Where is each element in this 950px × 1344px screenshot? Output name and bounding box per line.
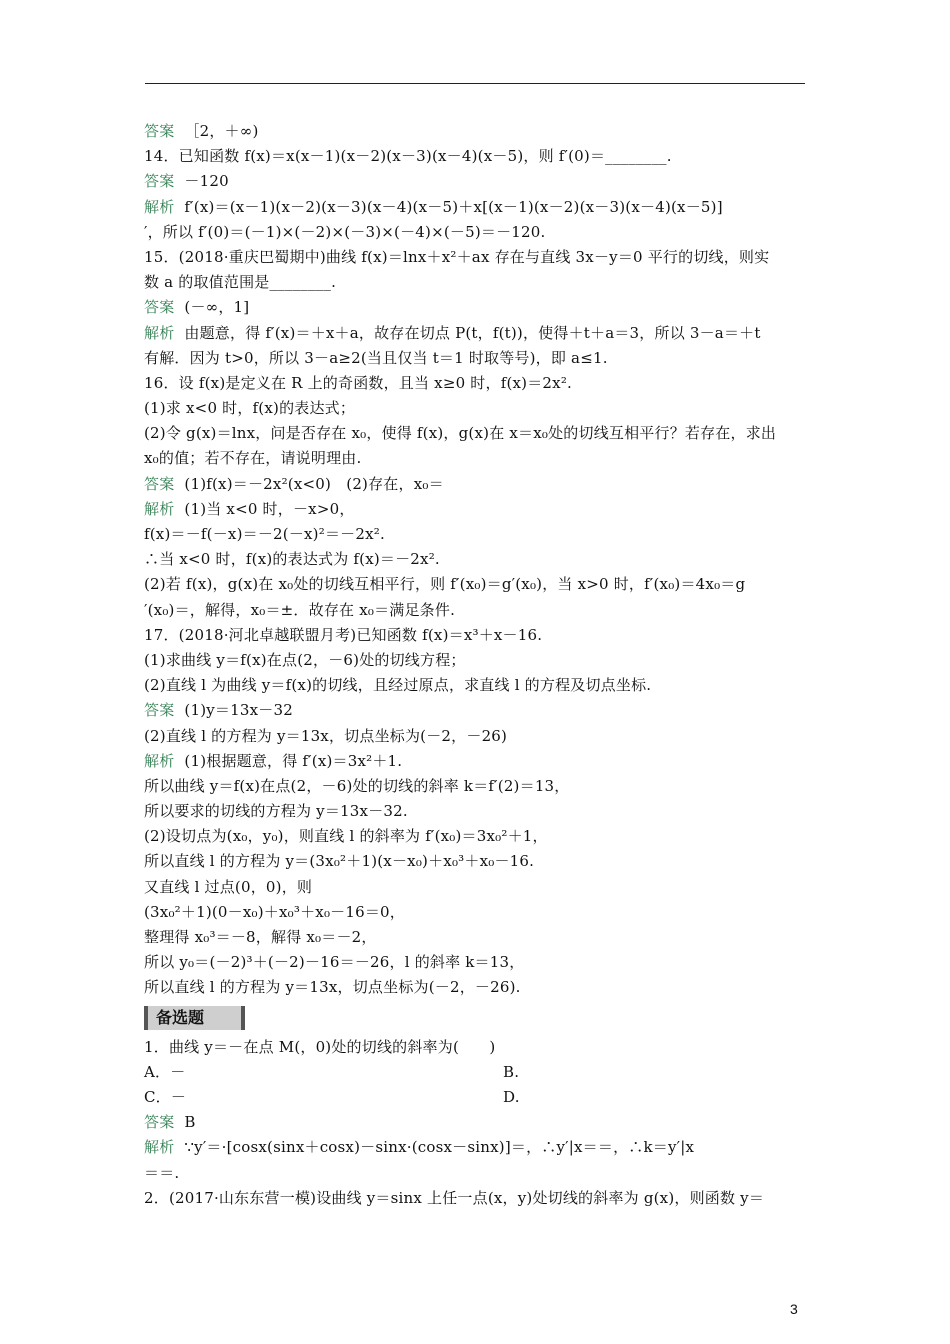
text-line	[144, 799, 812, 824]
text-line	[144, 245, 812, 270]
text-line	[144, 1060, 812, 1085]
text-line	[144, 446, 812, 471]
text-line	[144, 321, 812, 346]
text-line	[144, 698, 812, 723]
text-line	[144, 975, 812, 1000]
line-text: f′(x)＝(x－1)(x－2)(x－3)(x－4)(x－5)＋x[(x－1)(x－2)(x－3)(x－4)(x－5)]	[184, 197, 723, 216]
document-body	[144, 119, 812, 1211]
text-line	[144, 396, 812, 421]
line-text: B	[184, 1113, 196, 1132]
line-text: C．－	[144, 1087, 187, 1106]
text-line	[144, 749, 812, 774]
answer-label: 答案	[144, 298, 175, 317]
answer-label: 答案	[144, 1113, 175, 1132]
text-line	[144, 497, 812, 522]
line-text: (2)令 g(x)＝lnx，问是否存在 x₀，使得 f(x)，g(x)在 x＝x₀处的切线互相平行？若存在，求出	[144, 424, 777, 443]
text-line	[144, 472, 812, 497]
text-line	[144, 648, 812, 673]
text-line	[144, 522, 812, 547]
line-text: 有解．因为 t>0，所以 3－a≥2(当且仅当 t＝1 时取等号)，即 a≤1.	[144, 348, 608, 367]
answer-label: 解析	[144, 751, 175, 770]
text-line	[144, 950, 812, 975]
answer-label: 解析	[144, 197, 175, 216]
line-text: 所以曲线 y＝f(x)在点(2，－6)处的切线的斜率 k＝f′(2)＝13，	[144, 776, 570, 795]
text-line	[144, 598, 812, 623]
line-text: 所以直线 l 的方程为 y＝(3x₀²＋1)(x－x₀)＋x₀³＋x₀－16.	[144, 852, 535, 871]
line-text: ′(x₀)＝，解得，x₀＝±．故存在 x₀＝满足条件.	[144, 600, 456, 619]
text-line	[144, 144, 812, 169]
line-text: (2)直线 l 为曲线 y＝f(x)的切线，且经过原点，求直线 l 的方程及切点坐标.	[144, 676, 652, 695]
answer-label: 答案	[144, 122, 175, 140]
text-line	[144, 119, 812, 144]
text-line	[144, 1110, 812, 1135]
line-text: (1)根据题意，得 f′(x)＝3x²＋1.	[184, 751, 403, 770]
text-line	[144, 220, 812, 245]
answer-label: 解析	[144, 499, 175, 518]
line-text: ∴当 x<0 时，f(x)的表达式为 f(x)＝－2x².	[144, 550, 440, 569]
text-line	[144, 623, 812, 648]
line-text: 所以要求的切线的方程为 y＝13x－32.	[144, 802, 408, 821]
text-line	[144, 270, 812, 295]
line-text: ′，所以 f′(0)＝(－1)×(－2)×(－3)×(－4)×(－5)＝－120.	[144, 222, 546, 241]
answer-label: 答案	[144, 474, 175, 493]
line-text: (1)y＝13x－32	[184, 701, 293, 720]
option-right-column: D.	[503, 1087, 520, 1106]
text-line	[144, 925, 812, 950]
line-text: 2．(2017·山东东营一模)设曲线 y＝sinx 上任一点(x，y)处切线的斜率为 g(x)，则函数 y＝	[144, 1188, 765, 1207]
text-line	[144, 1161, 812, 1186]
answer-label: 答案	[144, 172, 175, 191]
section-title: 备选题	[144, 1006, 245, 1030]
text-line	[144, 572, 812, 597]
text-line	[144, 774, 812, 799]
text-line	[144, 900, 812, 925]
text-line	[144, 195, 812, 220]
text-line	[144, 1085, 812, 1110]
line-text: f(x)＝－f(－x)＝－2(－x)²＝－2x².	[144, 525, 385, 543]
line-text: (2)设切点为(x₀，y₀)，则直线 l 的斜率为 f′(x₀)＝3x₀²＋1，	[144, 827, 548, 846]
text-line	[144, 421, 812, 446]
text-line	[144, 371, 812, 396]
answer-label: 解析	[144, 323, 175, 342]
text-line	[144, 1135, 812, 1160]
line-text: 整理得 x₀³＝－8，解得 x₀＝－2，	[144, 928, 377, 946]
text-line	[144, 875, 812, 900]
text-line	[144, 547, 812, 572]
line-text: (1)f(x)＝－2x²(x<0) (2)存在，x₀＝	[184, 474, 444, 493]
line-text: A．－	[144, 1062, 186, 1081]
text-line	[144, 673, 812, 698]
line-text: 所以 y₀＝(－2)³＋(－2)－16＝－26，l 的斜率 k＝13，	[144, 953, 525, 972]
line-text: 16．设 f(x)是定义在 R 上的奇函数，且当 x≥0 时，f(x)＝2x².	[144, 373, 573, 392]
line-text: (2)直线 l 的方程为 y＝13x，切点坐标为(－2，－26)	[144, 726, 508, 745]
line-text: 17．(2018·河北卓越联盟月考)已知函数 f(x)＝x³＋x－16.	[144, 625, 543, 644]
line-text: (3x₀²＋1)(0－x₀)＋x₀³＋x₀－16＝0，	[144, 902, 405, 921]
line-text: ＝＝.	[144, 1163, 180, 1182]
text-line	[144, 346, 812, 371]
line-text: 所以直线 l 的方程为 y＝13x，切点坐标为(－2，－26).	[144, 978, 521, 997]
option-right-column: B.	[503, 1062, 520, 1081]
line-text: 由题意，得 f′(x)＝＋x＋a，故存在切点 P(t，f(t))，使得＋t＋a＝3，所以 3－a＝＋t	[184, 323, 761, 342]
section-header	[144, 1001, 812, 1035]
text-line	[144, 1186, 812, 1211]
line-text: 又直线 l 过点(0，0)，则	[144, 877, 313, 896]
line-text: 15．(2018·重庆巴蜀期中)曲线 f(x)＝lnx＋x²＋ax 存在与直线 3x－y＝0 平行的切线，则实	[144, 247, 770, 266]
text-line	[144, 169, 812, 194]
line-text: (2)若 f(x)，g(x)在 x₀处的切线互相平行，则 f′(x₀)＝g′(x₀)，当 x>0 时，f′(x₀)＝4x₀＝g	[144, 575, 746, 594]
line-text: (1)当 x<0 时，－x>0，	[184, 499, 355, 518]
text-line	[144, 1035, 812, 1060]
line-text: 14．已知函数 f(x)＝x(x－1)(x－2)(x－3)(x－4)(x－5)，则 f′(0)＝________.	[144, 147, 672, 166]
answer-label: 解析	[144, 1138, 175, 1157]
line-text: 1．曲线 y＝－在点 M(，0)处的切线的斜率为( )	[144, 1037, 496, 1056]
line-text: (－∞，1]	[184, 298, 250, 317]
text-line	[144, 724, 812, 749]
line-text: ∵y′＝·[cosx(sinx＋cosx)－sinx·(cosx－sinx)]＝，∴y′|x＝＝，∴k＝y′|x	[184, 1138, 695, 1157]
answer-label: 答案	[144, 701, 175, 720]
page-number: 3	[790, 1301, 798, 1317]
line-text: ［2，＋∞)	[184, 122, 259, 140]
line-text: 数 a 的取值范围是________.	[144, 273, 337, 292]
header-rule	[145, 83, 805, 84]
line-text: (1)求曲线 y＝f(x)在点(2，－6)处的切线方程；	[144, 650, 466, 669]
text-line	[144, 849, 812, 874]
line-text: －120	[184, 172, 229, 191]
text-line	[144, 295, 812, 320]
line-text: (1)求 x<0 时，f(x)的表达式；	[144, 399, 356, 418]
text-line	[144, 824, 812, 849]
line-text: x₀的值；若不存在，请说明理由.	[144, 449, 362, 468]
